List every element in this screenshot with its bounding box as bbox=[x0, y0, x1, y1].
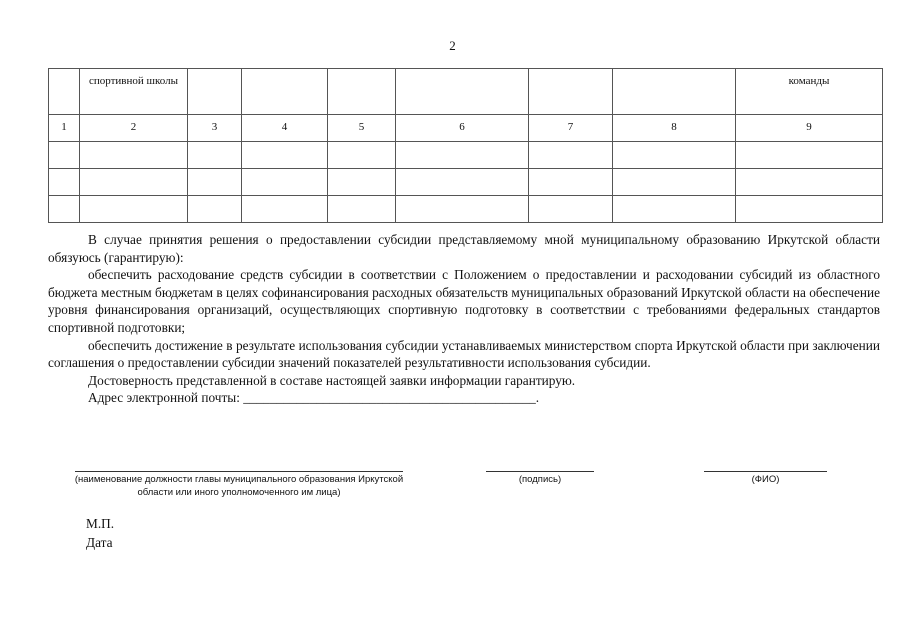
column-number-cell: 9 bbox=[736, 115, 883, 142]
table-header-cell bbox=[529, 69, 613, 115]
table-header-row bbox=[49, 69, 883, 115]
table-header-cell bbox=[242, 69, 328, 115]
table-header-cell bbox=[613, 69, 736, 115]
obligation-intro-paragraph: В случае принятия решения о предоставлении субсидии представляемому мной муниципальному образованию Иркутской области обязуюсь (гарантирую): bbox=[48, 232, 880, 265]
table-number-row bbox=[49, 115, 883, 142]
column-number-cell: 6 bbox=[396, 115, 529, 142]
funding-obligation-paragraph: обеспечить расходование средств субсидии в соответствии с Положением о предоставлении и расходовании субсидий из областного бюджета местным бюджетам в целях софинансирования расходных обязательств муниципальных образований Иркутской области на обеспечение уровня финансирования организаций, осуществляющих спортивную подготовку в соответствии с требованиями федеральных стандартов спортивной подготовки; bbox=[48, 267, 880, 335]
table-row bbox=[49, 169, 883, 196]
results-obligation-paragraph: обеспечить достижение в результате использования субсидии устанавливаемых министерством спорта Иркутской области при заключении соглашения о предоставлении субсидии значений показателей результативности использования субсидии. bbox=[48, 337, 880, 371]
table-header-cell: команды bbox=[736, 69, 883, 115]
table-header-cell bbox=[396, 69, 529, 115]
name-line bbox=[704, 471, 827, 472]
column-number-cell: 2 bbox=[80, 115, 188, 142]
page-number: 2 bbox=[449, 38, 456, 53]
table-header-cell bbox=[188, 69, 242, 115]
email-field-line: Адрес электронной почты: ____________________________________________. bbox=[88, 390, 540, 406]
form-table bbox=[48, 68, 883, 223]
signature-caption: (подпись) bbox=[518, 474, 562, 485]
column-number-cell: 1 bbox=[49, 115, 80, 142]
column-number-cell: 8 bbox=[613, 115, 736, 142]
column-number-cell: 5 bbox=[328, 115, 396, 142]
signature-line bbox=[486, 471, 594, 472]
stamp-label: М.П. bbox=[86, 516, 115, 531]
position-signature-line bbox=[75, 471, 403, 472]
name-caption: (ФИО) bbox=[751, 474, 780, 485]
table-header-cell bbox=[328, 69, 396, 115]
table-header-cell: спортивной школы bbox=[80, 69, 188, 115]
column-number-cell: 7 bbox=[529, 115, 613, 142]
column-number-cell: 4 bbox=[242, 115, 328, 142]
column-number-cell: 3 bbox=[188, 115, 242, 142]
date-label: Дата bbox=[86, 535, 113, 550]
table-header-cell bbox=[49, 69, 80, 115]
position-caption: (наименование должности главы муниципального образования Иркутской области или иного уполномоченного им лица) bbox=[74, 474, 404, 498]
body-text bbox=[48, 231, 880, 407]
table-row bbox=[49, 142, 883, 169]
accuracy-guarantee-paragraph: Достоверность представленной в составе настоящей заявки информации гарантирую. bbox=[88, 372, 576, 388]
table-row bbox=[49, 196, 883, 223]
